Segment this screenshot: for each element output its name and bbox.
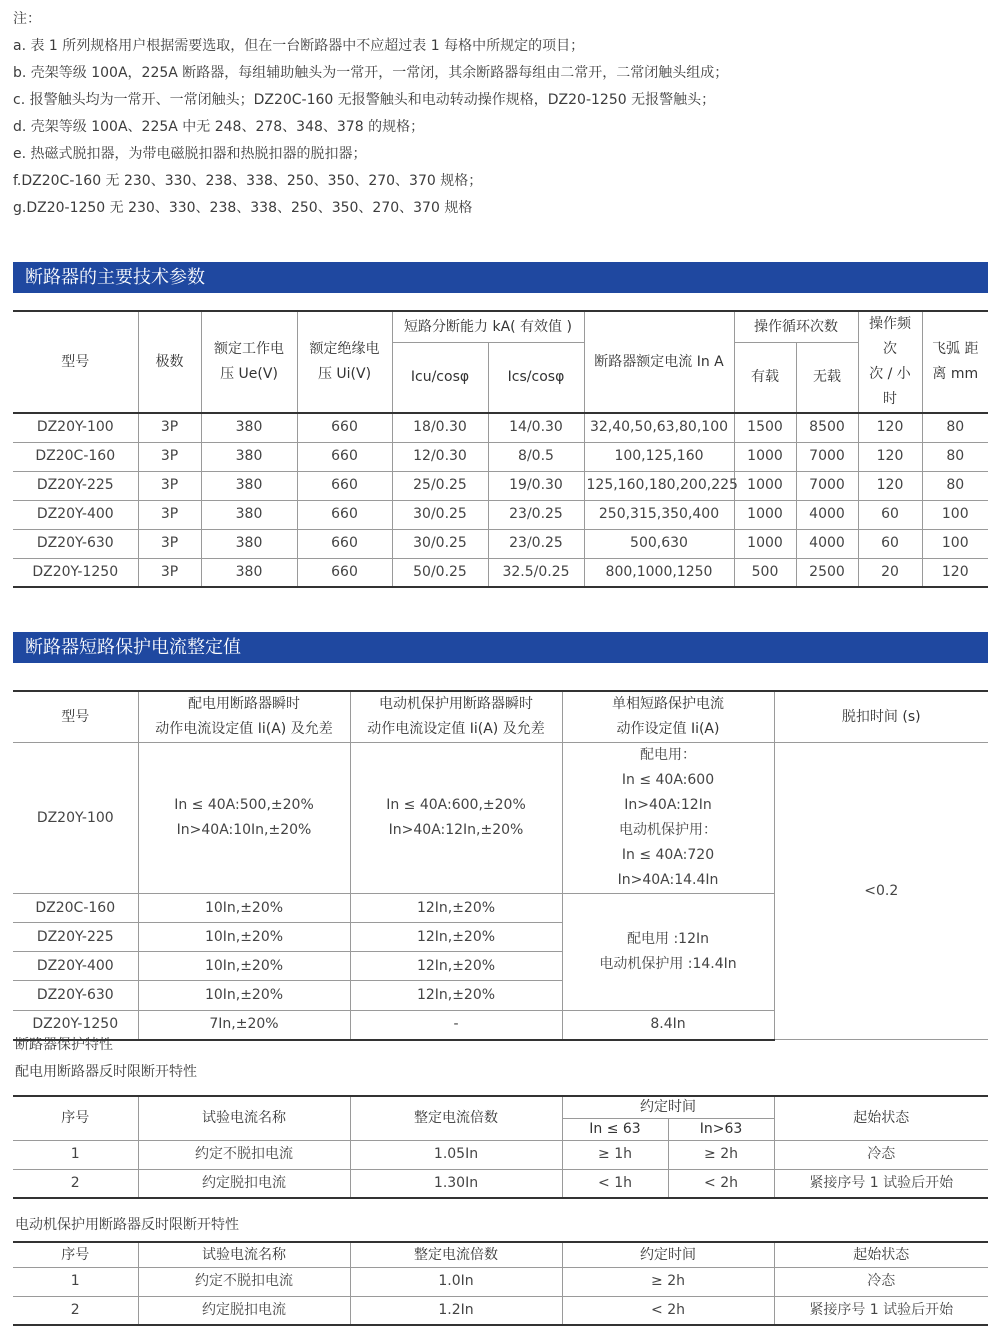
sc-model: DZ20Y-225 (13, 923, 138, 952)
header-freq-line2: 次 (883, 341, 897, 357)
mp-arc: 100 (922, 500, 988, 529)
mp-model: DZ20Y-1250 (13, 558, 138, 587)
mp-poles: 3P (138, 500, 201, 529)
sc-model-first: DZ20Y-100 (13, 743, 138, 894)
sc-model: DZ20Y-400 (13, 952, 138, 981)
di-name: 约定脱扣电流 (138, 1169, 350, 1198)
header-ui-line1: 额定绝缘电 (309, 341, 380, 357)
mp-load: 1000 (734, 500, 796, 529)
di-header-time: 约定时间 (562, 1096, 774, 1118)
header-arc-line1: 飞弧 距 (932, 341, 979, 357)
mp-freq: 120 (858, 471, 922, 500)
table-row (13, 471, 988, 500)
mp-icu: 12/0.30 (392, 442, 488, 471)
sc-model: DZ20Y-630 (13, 981, 138, 1011)
mp-noload: 4000 (796, 529, 858, 558)
mi-state: 紧接序号 1 试验后开始 (774, 1296, 988, 1325)
mi-header-state: 起始状态 (774, 1242, 988, 1267)
mi-time: ≥ 2h (562, 1267, 774, 1296)
sc-trip-value: <0.2 (774, 743, 988, 1040)
di-name: 约定不脱扣电流 (138, 1140, 350, 1169)
mp-arc: 100 (922, 529, 988, 558)
table-row (13, 413, 988, 442)
mp-ue: 380 (201, 529, 297, 558)
mp-noload: 7000 (796, 471, 858, 500)
sc-single-first (562, 743, 774, 894)
mp-model: DZ20Y-225 (13, 471, 138, 500)
di-state: 紧接序号 1 试验后开始 (774, 1169, 988, 1198)
sc-single-first-line1: 配电用： (640, 747, 696, 763)
note-d: d. 壳架等级 100A、225A 中无 248、278、348、378 的规格； (13, 119, 425, 135)
mp-ics: 14/0.30 (488, 413, 584, 442)
mi-no: 1 (13, 1267, 138, 1296)
mp-arc: 80 (922, 442, 988, 471)
header-ue-line1: 额定工作电 (214, 341, 284, 357)
sc-dist: 10In,±20% (138, 952, 350, 981)
di-le63: ≥ 1h (562, 1140, 668, 1169)
header-freq (858, 311, 922, 413)
header-arc-line2: 离 mm (932, 366, 979, 382)
caption-motor-inverse: 电动机保护用断路器反时限断开特性 (15, 1217, 239, 1233)
note-e: e. 热磁式脱扣器，为带电磁脱扣器和热脱扣器的脱扣器； (13, 146, 367, 162)
mp-ue: 380 (201, 471, 297, 500)
mp-ui: 660 (297, 500, 392, 529)
mi-time: < 2h (562, 1296, 774, 1325)
table-row (13, 500, 988, 529)
di-no: 1 (13, 1140, 138, 1169)
mp-current: 125,160,180,200,225 (584, 471, 734, 500)
sc-single-first-line6: In>40A:14.4In (617, 872, 719, 888)
mp-icu: 30/0.25 (392, 529, 488, 558)
short-circuit-table (13, 690, 988, 1041)
mp-noload: 7000 (796, 442, 858, 471)
mp-ue: 380 (201, 558, 297, 587)
sc-motor: 12In,±20% (350, 952, 562, 981)
mp-ics: 23/0.25 (488, 500, 584, 529)
header-model: 型号 (13, 311, 138, 413)
mp-freq: 120 (858, 413, 922, 442)
section-title-main-params: 断路器的主要技术参数 (13, 262, 988, 293)
header-ue-line2: 压 Ue(V) (220, 366, 278, 382)
mp-ui: 660 (297, 442, 392, 471)
mi-name: 约定脱扣电流 (138, 1296, 350, 1325)
header-breaking: 短路分断能力 kA( 有效值 ) (392, 311, 584, 343)
mp-load: 1000 (734, 471, 796, 500)
mp-freq: 60 (858, 500, 922, 529)
header-ue (201, 311, 297, 413)
mp-freq: 60 (858, 529, 922, 558)
mp-current: 100,125,160 (584, 442, 734, 471)
sc-model: DZ20C-160 (13, 894, 138, 923)
sc-single-first-line2: In ≤ 40A:600 (621, 772, 715, 788)
mp-icu: 50/0.25 (392, 558, 488, 587)
header-noload: 无载 (796, 343, 858, 413)
mp-arc: 120 (922, 558, 988, 587)
mp-model: DZ20Y-400 (13, 500, 138, 529)
mp-model: DZ20Y-630 (13, 529, 138, 558)
mp-poles: 3P (138, 471, 201, 500)
header-arc (922, 311, 988, 413)
note-b: b. 壳架等级 100A，225A 断路器，每组辅助触头为一常开，一常闭，其余断路器每组由二常开，二常闭触头组成； (13, 65, 729, 81)
header-ics: Ics/cosφ (488, 343, 584, 413)
mp-noload: 2500 (796, 558, 858, 587)
header-ui (297, 311, 392, 413)
sc-single-merged (562, 894, 774, 1011)
sc-motor: 12In,±20% (350, 923, 562, 952)
di-header-gt63: In>63 (668, 1118, 774, 1140)
mp-noload: 8500 (796, 413, 858, 442)
header-current: 断路器额定电流 In A (584, 311, 734, 413)
mp-ue: 380 (201, 500, 297, 529)
di-gt63: ≥ 2h (668, 1140, 774, 1169)
mp-arc: 80 (922, 413, 988, 442)
table-row (13, 558, 988, 587)
mp-ics: 19/0.30 (488, 471, 584, 500)
notes (13, 6, 728, 222)
sc-header-single (562, 691, 774, 743)
mi-name: 约定不脱扣电流 (138, 1267, 350, 1296)
mp-poles: 3P (138, 529, 201, 558)
sc-dist-first-line1: In ≤ 40A:500,±20% (174, 797, 314, 813)
mi-mult: 1.0In (350, 1267, 562, 1296)
mi-mult: 1.2In (350, 1296, 562, 1325)
sc-motor-first-line1: In ≤ 40A:600,±20% (386, 797, 526, 813)
mp-current: 32,40,50,63,80,100 (584, 413, 734, 442)
mi-header-no: 序号 (13, 1242, 138, 1267)
main-params-body (13, 413, 988, 587)
header-load: 有载 (734, 343, 796, 413)
mp-load: 500 (734, 558, 796, 587)
table-row (13, 442, 988, 471)
sc-dist: 10In,±20% (138, 923, 350, 952)
di-header-state: 起始状态 (774, 1096, 988, 1140)
mi-no: 2 (13, 1296, 138, 1325)
sc-header-motor (350, 691, 562, 743)
sc-dist-first-line2: In>40A:10In,±20% (176, 822, 312, 838)
note-c: c. 报警触头均为一常开、一常闭触头；DZ20C-160 无报警触头和电动转动操作规格，DZ20-1250 无报警触头； (13, 92, 716, 108)
notes-title: 注： (13, 11, 41, 27)
mi-header-name: 试验电流名称 (138, 1242, 350, 1267)
sc-single-first-line5: In ≤ 40A:720 (621, 847, 715, 863)
sc-header-model: 型号 (13, 691, 138, 743)
sc-single-merged-line1: 配电用 :12In (627, 931, 709, 947)
sc-motor: - (350, 1011, 562, 1040)
caption-protect: 断路器保护特性 (15, 1037, 113, 1053)
sc-single-merged-line2: 电动机保护用 :14.4In (599, 956, 737, 972)
mp-current: 800,1000,1250 (584, 558, 734, 587)
sc-single-first-line4: 电动机保护用： (619, 822, 717, 838)
mp-model: DZ20Y-100 (13, 413, 138, 442)
note-f: f.DZ20C-160 无 230、330、238、338、250、350、270、370 规格； (13, 173, 483, 189)
sc-model: DZ20Y-1250 (13, 1011, 138, 1040)
mp-icu: 25/0.25 (392, 471, 488, 500)
di-no: 2 (13, 1169, 138, 1198)
sc-dist: 10In,±20% (138, 894, 350, 923)
mp-ui: 660 (297, 471, 392, 500)
header-freq-line4: 时 (883, 391, 897, 407)
di-mult: 1.30In (350, 1169, 562, 1198)
header-ui-line2: 压 Ui(V) (317, 366, 372, 382)
mi-header-time: 约定时间 (562, 1242, 774, 1267)
mp-icu: 18/0.30 (392, 413, 488, 442)
sc-header-trip: 脱扣时间 (s) (774, 691, 988, 743)
mp-load: 1000 (734, 529, 796, 558)
di-gt63: < 2h (668, 1169, 774, 1198)
sc-single-last: 8.4In (562, 1011, 774, 1040)
sc-header-motor-line2: 动作电流设定值 Ii(A) 及允差 (367, 721, 545, 737)
sc-dist: 10In,±20% (138, 981, 350, 1011)
sc-header-motor-line1: 电动机保护用断路器瞬时 (379, 696, 533, 712)
mp-model: DZ20C-160 (13, 442, 138, 471)
sc-dist: 7In,±20% (138, 1011, 350, 1040)
mp-noload: 4000 (796, 500, 858, 529)
sc-single-first-line3: In>40A:12In (624, 797, 712, 813)
sc-header-dist-line1: 配电用断路器瞬时 (188, 696, 300, 712)
sc-header-dist-line2: 动作电流设定值 Ii(A) 及允差 (155, 721, 333, 737)
mp-ics: 32.5/0.25 (488, 558, 584, 587)
sc-dist-first (138, 743, 350, 894)
mp-ics: 8/0.5 (488, 442, 584, 471)
mp-current: 500,630 (584, 529, 734, 558)
header-poles: 极数 (138, 311, 201, 413)
mp-load: 1000 (734, 442, 796, 471)
motor-inverse-table (13, 1241, 988, 1326)
sc-header-single-line2: 动作设定值 Ii(A) (616, 721, 720, 737)
main-params-table (13, 310, 988, 588)
note-g: g.DZ20-1250 无 230、330、238、338、250、350、270、370 规格 (13, 200, 473, 216)
mp-ics: 23/0.25 (488, 529, 584, 558)
mp-ue: 380 (201, 442, 297, 471)
mp-ui: 660 (297, 558, 392, 587)
sc-header-dist (138, 691, 350, 743)
di-header-name: 试验电流名称 (138, 1096, 350, 1140)
mp-poles: 3P (138, 442, 201, 471)
di-le63: < 1h (562, 1169, 668, 1198)
mi-state: 冷态 (774, 1267, 988, 1296)
di-mult: 1.05In (350, 1140, 562, 1169)
note-a: a. 表 1 所列规格用户根据需要选取，但在一台断路器中不应超过表 1 每格中所规定的项目； (13, 38, 585, 54)
di-header-mult: 整定电流倍数 (350, 1096, 562, 1140)
header-cycles: 操作循环次数 (734, 311, 858, 343)
mp-current: 250,315,350,400 (584, 500, 734, 529)
mp-freq: 20 (858, 558, 922, 587)
mp-freq: 120 (858, 442, 922, 471)
mp-ui: 660 (297, 529, 392, 558)
sc-header-single-line1: 单相短路保护电流 (612, 696, 724, 712)
mp-arc: 80 (922, 471, 988, 500)
sc-motor: 12In,±20% (350, 894, 562, 923)
section-title-short-circuit: 断路器短路保护电流整定值 (13, 632, 988, 663)
sc-motor-first (350, 743, 562, 894)
mi-header-mult: 整定电流倍数 (350, 1242, 562, 1267)
di-header-le63: In ≤ 63 (562, 1118, 668, 1140)
mp-ue: 380 (201, 413, 297, 442)
caption-dist-inverse: 配电用断路器反时限断开特性 (15, 1064, 197, 1080)
header-freq-line3: 次 / 小 (869, 366, 911, 382)
di-header-no: 序号 (13, 1096, 138, 1140)
di-state: 冷态 (774, 1140, 988, 1169)
mp-ui: 660 (297, 413, 392, 442)
sc-motor: 12In,±20% (350, 981, 562, 1011)
mp-poles: 3P (138, 558, 201, 587)
table-row (13, 529, 988, 558)
header-icu: Icu/cosφ (392, 343, 488, 413)
mp-icu: 30/0.25 (392, 500, 488, 529)
mp-load: 1500 (734, 413, 796, 442)
sc-motor-first-line2: In>40A:12In,±20% (388, 822, 524, 838)
header-freq-line1: 操作频 (869, 316, 911, 332)
dist-inverse-table (13, 1095, 988, 1199)
mp-poles: 3P (138, 413, 201, 442)
